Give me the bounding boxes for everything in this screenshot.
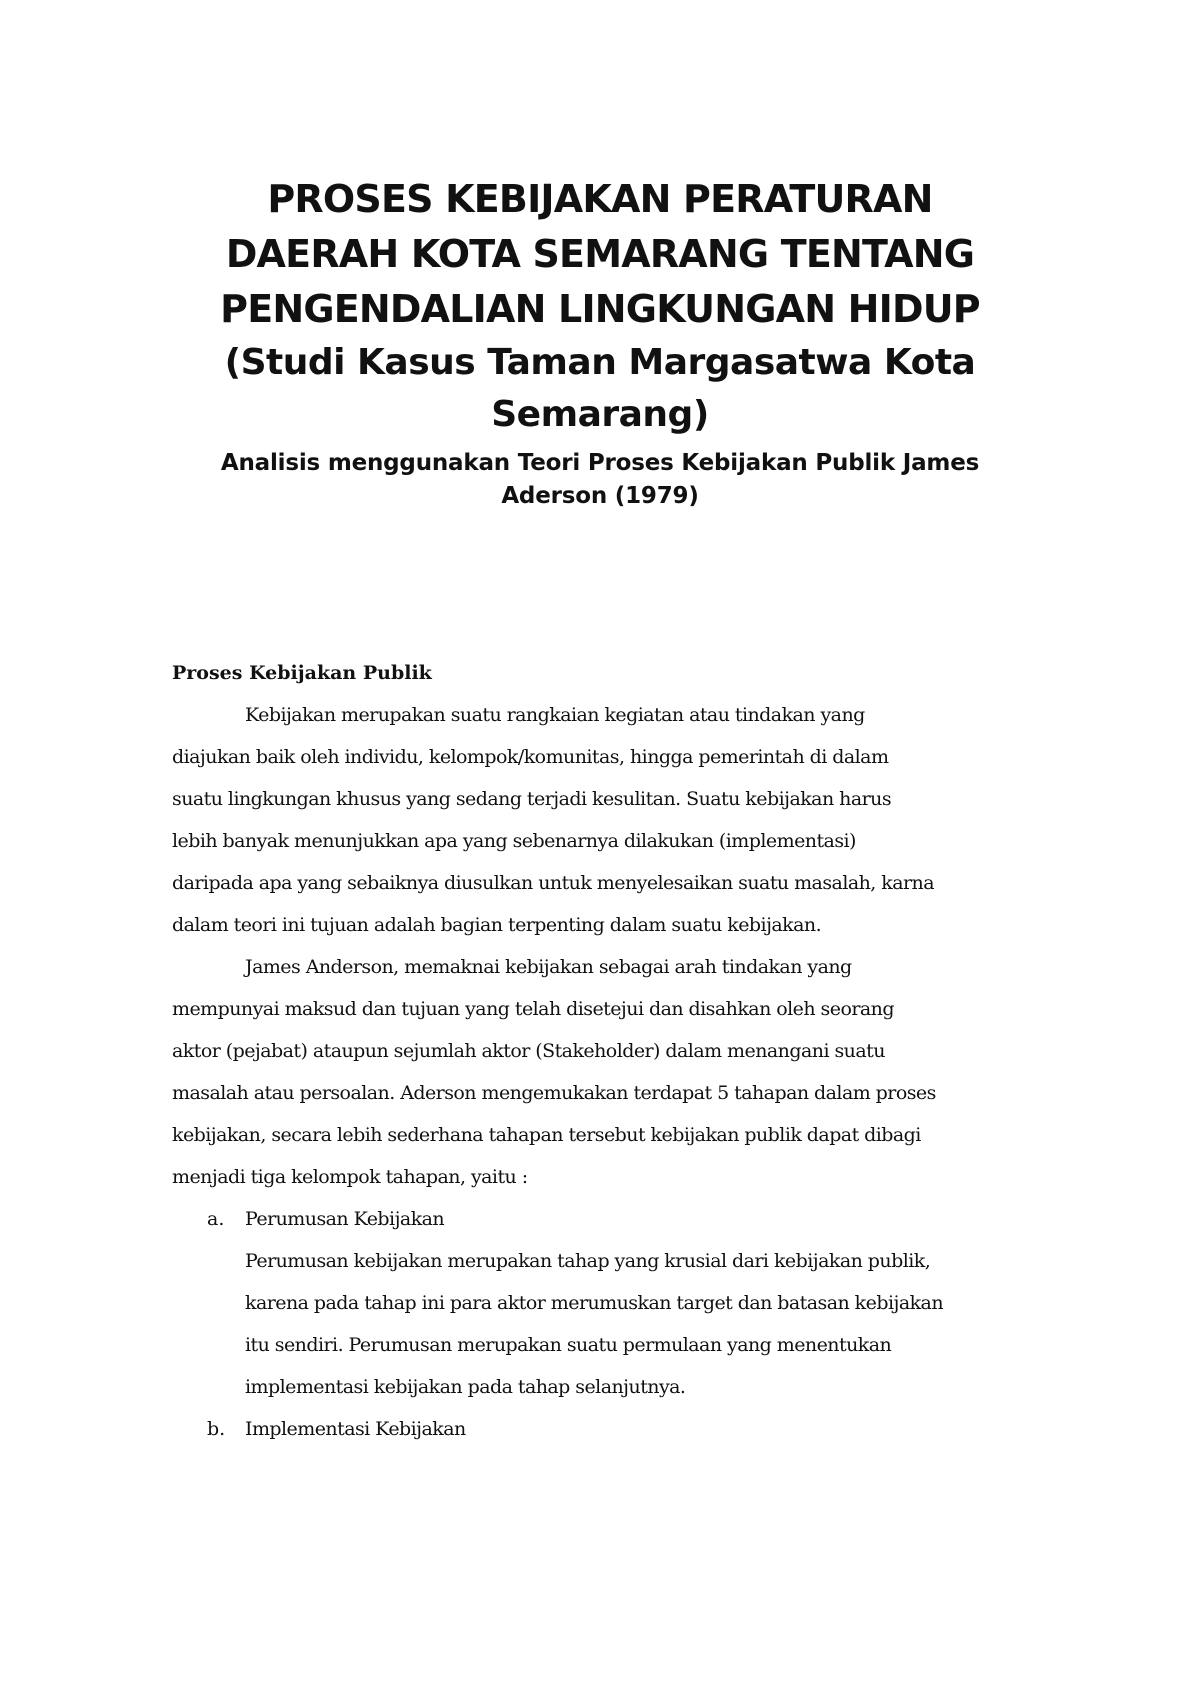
list-item-title: Implementasi Kebijakan bbox=[245, 1418, 466, 1440]
list-item-b bbox=[172, 1408, 1002, 1450]
paragraph-line: kebijakan, secara lebih sederhana tahapan tersebut kebijakan publik dapat dibagi bbox=[172, 1124, 921, 1146]
paragraph-line: dalam teori ini tujuan adalah bagian terpenting dalam suatu kebijakan. bbox=[172, 914, 822, 936]
list-marker: a. bbox=[207, 1208, 225, 1230]
paragraph-line: mempunyai maksud dan tujuan yang telah disetejui dan disahkan oleh seorang bbox=[172, 998, 894, 1020]
list-item-a bbox=[172, 1198, 1002, 1240]
paragraph-1 bbox=[172, 694, 1002, 946]
analysis-line: Aderson (1979) bbox=[501, 483, 699, 509]
document-title-line: DAERAH KOTA SEMARANG TENTANG bbox=[225, 232, 975, 276]
list-marker: b. bbox=[207, 1418, 226, 1440]
paragraph-line: daripada apa yang sebaiknya diusulkan untuk menyelesaikan suatu masalah, karna bbox=[172, 872, 935, 894]
paragraph-line: aktor (pejabat) ataupun sejumlah aktor (Stakeholder) dalam menangani suatu bbox=[172, 1040, 885, 1062]
document-subtitle-line: (Studi Kasus Taman Margasatwa Kota bbox=[224, 342, 976, 383]
list-desc-line: Perumusan kebijakan merupakan tahap yang krusial dari kebijakan publik, bbox=[245, 1250, 931, 1272]
document-title-line: PENGENDALIAN LINGKUNGAN HIDUP bbox=[220, 287, 980, 331]
paragraph-line: masalah atau persoalan. Aderson mengemukakan terdapat 5 tahapan dalam proses bbox=[172, 1082, 936, 1104]
list-item-title: Perumusan Kebijakan bbox=[245, 1208, 445, 1230]
section-heading: Proses Kebijakan Publik bbox=[172, 662, 432, 684]
paragraph-line: James Anderson, memaknai kebijakan sebagai arah tindakan yang bbox=[245, 956, 852, 978]
document-title-line: PROSES KEBIJAKAN PERATURAN bbox=[267, 177, 933, 221]
list-desc-line: implementasi kebijakan pada tahap selanjutnya. bbox=[245, 1376, 686, 1398]
analysis-line: Analisis menggunakan Teori Proses Kebijakan Publik James bbox=[220, 450, 980, 476]
paragraph-line: Kebijakan merupakan suatu rangkaian kegiatan atau tindakan yang bbox=[245, 704, 865, 726]
paragraph-line: menjadi tiga kelompok tahapan, yaitu : bbox=[172, 1166, 528, 1188]
paragraph-2 bbox=[172, 946, 1002, 1198]
list-desc-line: itu sendiri. Perumusan merupakan suatu permulaan yang menentukan bbox=[245, 1334, 892, 1356]
paragraph-line: lebih banyak menunjukkan apa yang sebenarnya dilakukan (implementasi) bbox=[172, 830, 856, 852]
paragraph-line: suatu lingkungan khusus yang sedang terjadi kesulitan. Suatu kebijakan harus bbox=[172, 788, 892, 810]
list-desc-line: karena pada tahap ini para aktor merumuskan target dan batasan kebijakan bbox=[245, 1292, 944, 1314]
document-subtitle-line: Semarang) bbox=[491, 394, 709, 435]
title-block bbox=[150, 172, 1050, 513]
list-item-a-description bbox=[172, 1240, 1002, 1408]
document-body bbox=[172, 652, 1002, 1450]
paragraph-line: diajukan baik oleh individu, kelompok/komunitas, hingga pemerintah di dalam bbox=[172, 746, 889, 768]
